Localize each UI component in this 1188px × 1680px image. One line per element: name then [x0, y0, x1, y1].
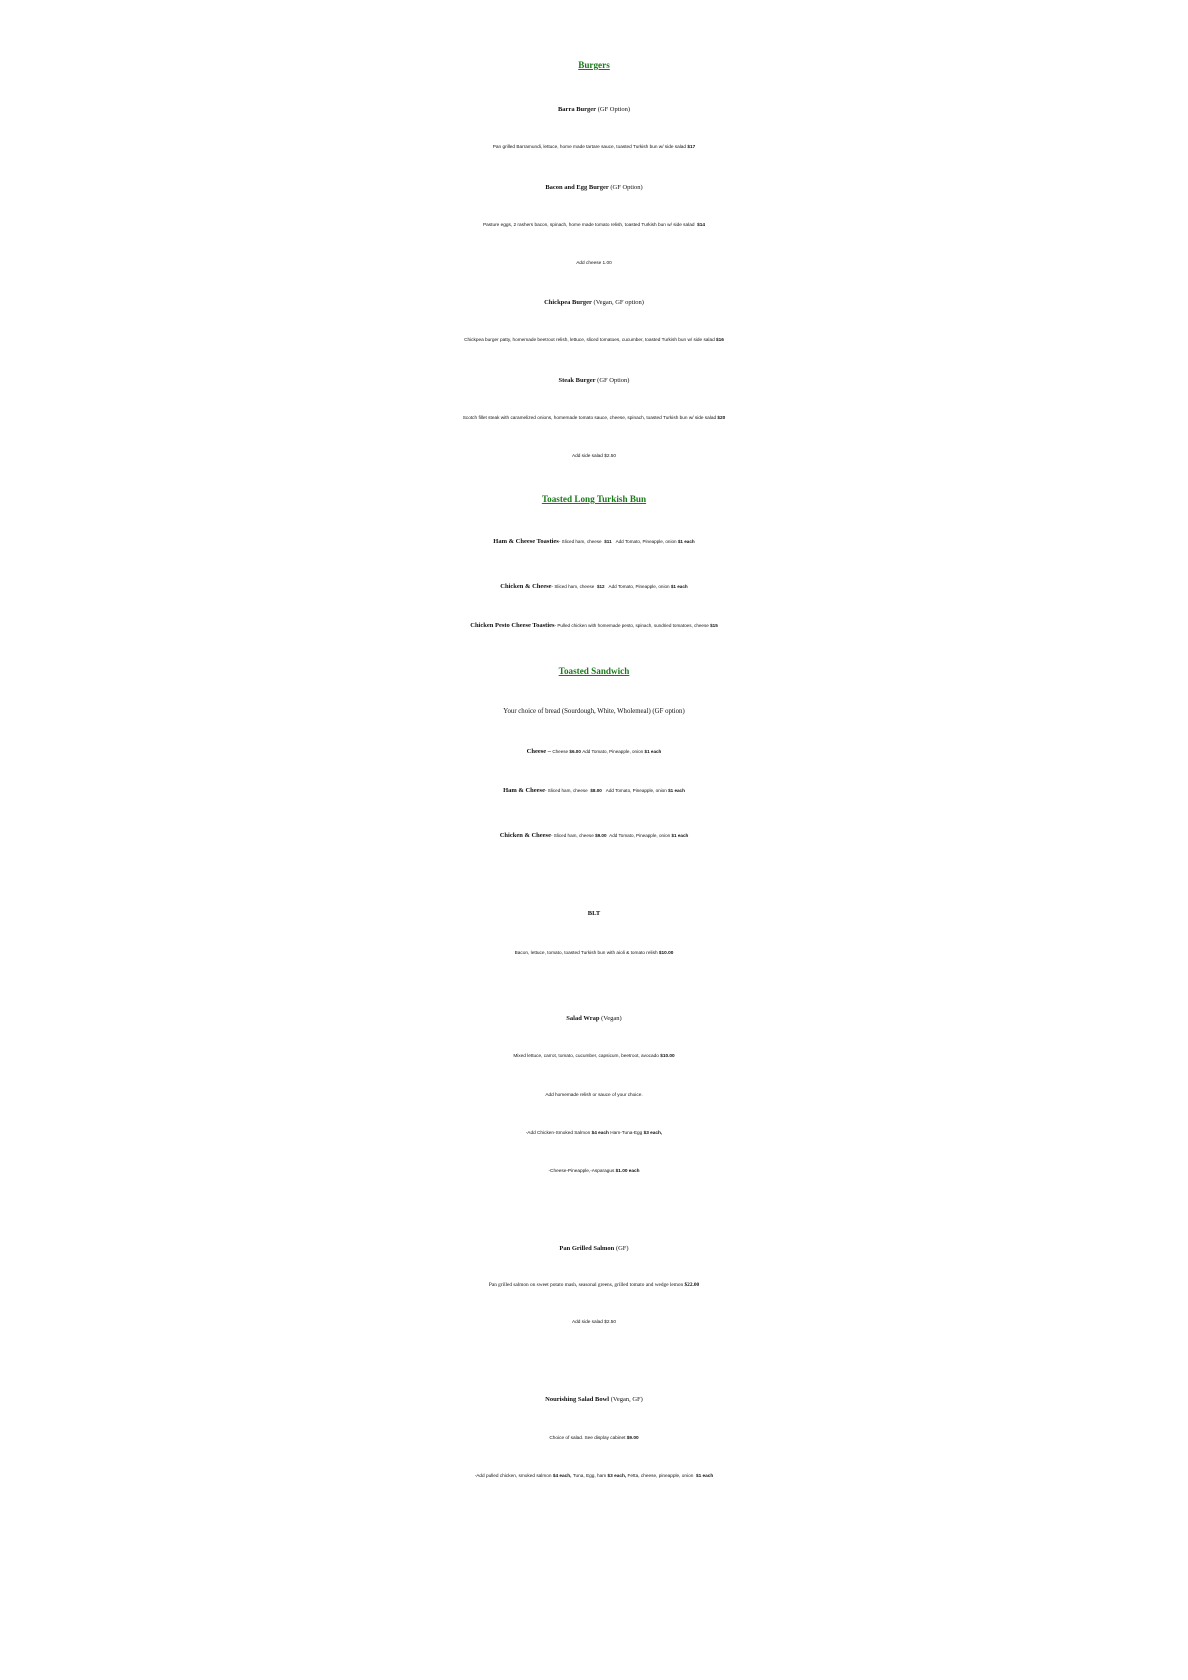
item-name: Ham & Cheese Toasties: [493, 538, 559, 545]
item-option: (GF Option): [610, 184, 643, 191]
salmon-addon: Add side salad $2.50: [571, 1320, 617, 1325]
item-desc: Pasture eggs, 2 rashers bacon, spinach, home made tomato relish, toasted Turkish bun w/ side salad: [483, 223, 695, 228]
steak-burger-desc: [0, 408, 1188, 430]
addon-price: $1.00 each: [615, 1169, 640, 1174]
item-extra-price: $1 each: [677, 539, 695, 544]
item-option: (Vegan, GF): [610, 1396, 643, 1403]
salad-wrap-note: Add homemade relish or sauce of your choice.: [545, 1093, 643, 1098]
chickpea-burger-title: [0, 289, 1188, 317]
item-price: $6.00: [569, 749, 581, 754]
item-price: $9.00: [626, 1436, 639, 1441]
salad-bowl-desc: [0, 1428, 1188, 1450]
item-desc: - Sliced ham, cheese: [551, 584, 595, 589]
item-price: $12: [596, 584, 605, 589]
steak-addon: Add side salad $2.50: [571, 454, 617, 459]
item-option: (GF Option): [597, 106, 631, 113]
steak-burger-title: [0, 367, 1188, 395]
sandwich-ham-cheese: [0, 776, 1188, 807]
addon-text: Tuna, Egg, ham: [572, 1474, 607, 1479]
bacon-egg-addon: Add cheese 1.00: [576, 261, 612, 266]
addon-price: $3 each,: [643, 1131, 663, 1136]
salad-wrap-addons-2: [0, 1161, 1188, 1183]
item-price: $9.00: [595, 833, 607, 838]
item-desc: Chickpea burger patty, homemade beetroot relish, lettuce, sliced tomatoes, cucumber, toasted Turkish bun w/ side salad: [464, 338, 715, 343]
burgers-heading: Burgers: [578, 60, 610, 70]
item-desc: Choice of salad. See display cabinet: [549, 1436, 626, 1441]
item-extra-price: $1 each: [671, 833, 689, 838]
item-name: BLT: [587, 910, 601, 917]
blt-desc: [0, 943, 1188, 965]
item-desc: Cheese: [552, 749, 569, 754]
item-extra-price: $1 each: [670, 584, 688, 589]
addon-text: -Cheese-Pineapple,-Asparagus: [548, 1169, 615, 1174]
sandwich-heading: Toasted Sandwich: [558, 666, 630, 676]
salad-wrap-desc: [0, 1046, 1188, 1068]
salad-wrap-title: [0, 1005, 1188, 1033]
item-extra-price: $1 each: [668, 788, 685, 793]
turkish-ham-cheese: [0, 527, 1188, 558]
addon-price: $1 each: [695, 1474, 714, 1479]
item-option: (GF Option): [597, 377, 630, 384]
item-price: $11: [604, 539, 612, 544]
item-name: Bacon and Egg Burger: [545, 184, 609, 191]
turkish-chicken-pesto: [0, 611, 1188, 642]
sandwich-cheese: [0, 737, 1188, 768]
sandwich-intro: Your choice of bread (Sourdough, White, Wholemeal) (GF option): [503, 708, 685, 715]
item-desc: - Sliced ham, cheese: [558, 539, 602, 544]
item-option: (Vegan, GF option): [593, 299, 644, 306]
turkish-heading: Toasted Long Turkish Bun: [541, 494, 647, 504]
salmon-desc: [0, 1273, 1188, 1297]
item-desc: - Sliced ham, cheese: [550, 833, 594, 838]
addon-text: -Add Chicken-Smoked Salmon: [525, 1131, 591, 1136]
item-name: Nourishing Salad Bowl: [545, 1396, 610, 1403]
item-price: $10.00: [660, 1054, 675, 1059]
item-name: Steak Burger: [558, 377, 596, 384]
item-price: $20: [717, 416, 726, 421]
blt-title: [0, 900, 1188, 928]
addon-text: Ham-Tuna-Egg: [610, 1131, 643, 1136]
addon-text: Fetta, cheese, pineapple, onion: [627, 1474, 694, 1479]
item-name: Ham & Cheese: [503, 787, 545, 794]
item-name: Barra Burger: [557, 106, 597, 113]
bacon-egg-burger-title: [0, 174, 1188, 202]
item-price: $10.00: [658, 951, 674, 956]
item-price: $8.00: [590, 788, 602, 793]
item-name: Chicken & Cheese: [499, 832, 551, 839]
sandwich-chicken-cheese: [0, 821, 1188, 852]
item-extra: Add Tomato, Pineapple, onion: [615, 539, 677, 544]
item-option: (Vegan): [601, 1015, 622, 1022]
barra-burger-title: [0, 96, 1188, 124]
item-name: Pan Grilled Salmon: [559, 1245, 615, 1252]
item-extra: Add Tomato, Pineapple, onion: [582, 749, 644, 754]
addon-price: $3 each,: [607, 1474, 627, 1479]
item-extra: Add Tomato, Pineapple, onion: [609, 833, 671, 838]
salmon-title: [0, 1235, 1188, 1263]
item-desc: Bacon, lettuce, tomato, toasted Turkish bun with aioli & tomato relish: [514, 951, 658, 956]
salad-bowl-addons: [0, 1466, 1188, 1488]
barra-burger-desc: [0, 137, 1188, 159]
item-price: $16: [716, 338, 724, 343]
item-option: (GF): [615, 1245, 629, 1252]
addon-price: $4 each: [591, 1131, 609, 1136]
item-desc: Pan grilled salmon on sweet potato mash, seasonal greens, grilled tomato and wedge lemon: [488, 1282, 684, 1288]
salad-bowl-title: [0, 1386, 1188, 1414]
item-extra-price: $1 each: [644, 749, 662, 754]
item-desc: Mixed lettuce, carrot, tomato, cucumber, capsicum, beetroot, avocado: [513, 1054, 659, 1059]
item-desc: Pan grilled Barramundi, lettuce, home made tartare sauce, toasted Turkish bun w/ side salad: [492, 145, 687, 150]
salad-wrap-addons-1: [0, 1123, 1188, 1145]
item-desc: - Sliced ham, cheese: [544, 788, 588, 793]
item-name: Chicken & Cheese: [500, 583, 552, 590]
item-price: $15: [710, 623, 718, 628]
item-name: Chicken Pesto Cheese Toasties: [470, 622, 555, 629]
addon-text: -Add pulled chicken, smoked salmon: [474, 1474, 552, 1479]
turkish-chicken-cheese: [0, 572, 1188, 603]
chickpea-burger-desc: [0, 330, 1188, 352]
item-name: Salad Wrap: [566, 1015, 600, 1022]
item-price: $14: [697, 223, 705, 228]
addon-price: $4 each,: [552, 1474, 572, 1479]
item-extra: Add Tomato, Pineapple, onion: [608, 584, 670, 589]
item-name: Chickpea Burger: [544, 299, 592, 306]
item-name: Cheese –: [526, 748, 552, 755]
item-desc: Scotch fillet steak with caramelized onions, homemade tomato sauce, cheese, spinach, toasted Turkish bun w/ side salad: [462, 416, 717, 421]
item-price: $22.00: [684, 1282, 700, 1288]
item-price: $17: [687, 145, 696, 150]
item-desc: - Pulled chicken with homemade pesto, spinach, sundried tomatoes, cheese: [554, 623, 709, 628]
item-extra: Add Tomato, Pineapple, onion: [605, 788, 667, 793]
bacon-egg-burger-desc: [0, 215, 1188, 237]
